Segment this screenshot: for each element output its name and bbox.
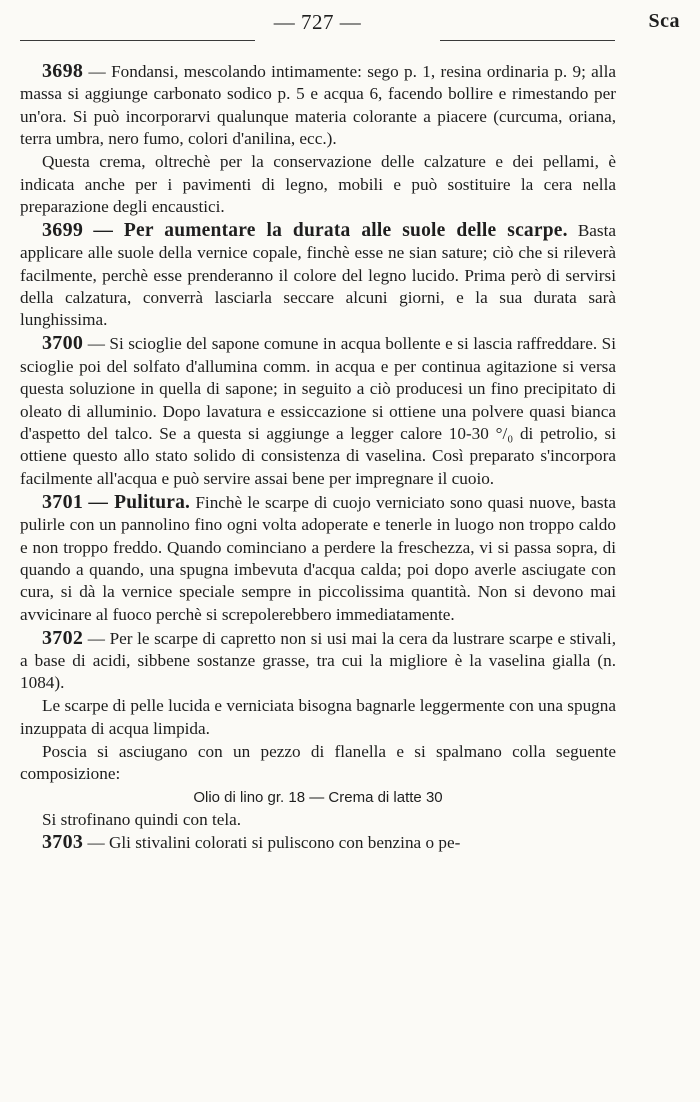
entry-3701 — [20, 491, 616, 626]
entry-3698 — [20, 60, 616, 151]
running-head: Sca — [648, 10, 680, 32]
entry-3700 — [20, 332, 616, 490]
entry-paragraph: Si strofinano quindi con tela. — [42, 809, 242, 829]
entry-number: 3703 — [42, 831, 84, 854]
entry-text: — Fondansi, mescolando intimamente: sego p. 1, resina ordinaria p. 9; alla massa si aggiunge carbonato sodico p. 5 e acqua 6, facendo bollire e rimestando per un'ora. Si può incorporarvi qualunque materia colorante a piacere (curcuma, oriana, terra umbra, nero fumo, colori d'anilina, ecc.). — [20, 62, 616, 149]
entry-text: Finchè le scarpe di cuojo verniciato sono quasi nuove, basta pulirle con un pannolino fino ogni volta adoperate e tenerle in luogo non troppo caldo e non troppo freddo. Quando cominciano a perdere la freschezza, vi si passa sopra, di quando a quando, una spugna imbevuta d'acqua calda; poi dopo averle asciugate con cura, si dà la vernice speciale sempre in piccolissima quantità. Non si devono mai avvicinare al fuoco perchè si screpolerebbero immediatamente. — [20, 492, 617, 624]
entry-paragraph: Le scarpe di pelle lucida e verniciata bisogna bagnarle leggermente con una spugna inzuppata di acqua limpida. — [20, 696, 616, 738]
page-header — [20, 6, 680, 42]
page-body — [20, 60, 616, 855]
entry-number: 3701 — [42, 490, 84, 513]
header-rule-right — [440, 40, 615, 41]
entry-paragraph: Poscia si asciugano con un pezzo di flanella e si spalmano colla seguente composizione: — [20, 741, 616, 784]
entry-text: — Gli stivalini colorati si puliscono con benzina o pe- — [87, 833, 461, 853]
header-rule-left — [20, 40, 255, 41]
entry-heading: — Per aumentare la durata alle suole delle scarpe. — [93, 219, 568, 241]
entry-3702 — [20, 627, 616, 695]
entry-text: — Si scioglie del sapone comune in acqua bollente e si lascia raffreddare. Si scioglie poi del solfato d'allumina comm. in acqua e per continua agitazione si versa questa soluzione in quella di sapone; in seguito a ciò producesi un fino precipitato di oleato di alluminio. Dopo lavatura e essiccazione si ottiene una polvere quasi bianca d'aspetto del talco. Se a questa si aggiunge a legger calore 10-30 °/₀ di petrolio, si ottiene questo allo stato solido di consistenza di vaselina. Così preparato s'incorpora facilmente all'acqua e può servire assai bene per impregnare il cuoio. — [20, 334, 617, 488]
entry-3703 — [20, 831, 616, 854]
entry-text: — Per le scarpe di capretto non si usi mai la cera da lustrare scarpe e stivali, a base di acidi, sibbene sostanze grasse, tra cui la migliore è la vaselina gialla (n. 1084). — [20, 628, 616, 693]
entry-text: Basta applicare alle suole della vernice copale, finchè esse ne sian sature; ciò che si rileverà facilmente, perchè esse prenderanno il colore del legno lucido. Prima però di servirsi della calzatura, converrà lasciarla seccare alcuni giorni, e la sua durata sarà lunghissima. — [20, 220, 616, 330]
entry-paragraph: Questa crema, oltrechè per la conservazione delle calzature e dei pellami, è indicata anche per i pavimenti di legno, mobili e può sostituire la cera nella preparazione degli encaustici. — [20, 152, 616, 216]
entry-number: 3698 — [42, 60, 84, 82]
entry-number: 3699 — [42, 218, 84, 241]
page-number: — 727 — — [273, 10, 362, 34]
entry-number: 3700 — [42, 332, 84, 355]
recipe-formula: Olio di lino gr. 18 — Crema di latte 30 — [193, 788, 443, 806]
entry-3699 — [20, 219, 616, 332]
entry-number: 3702 — [42, 626, 84, 649]
entry-heading: — Pulitura. — [88, 491, 191, 513]
